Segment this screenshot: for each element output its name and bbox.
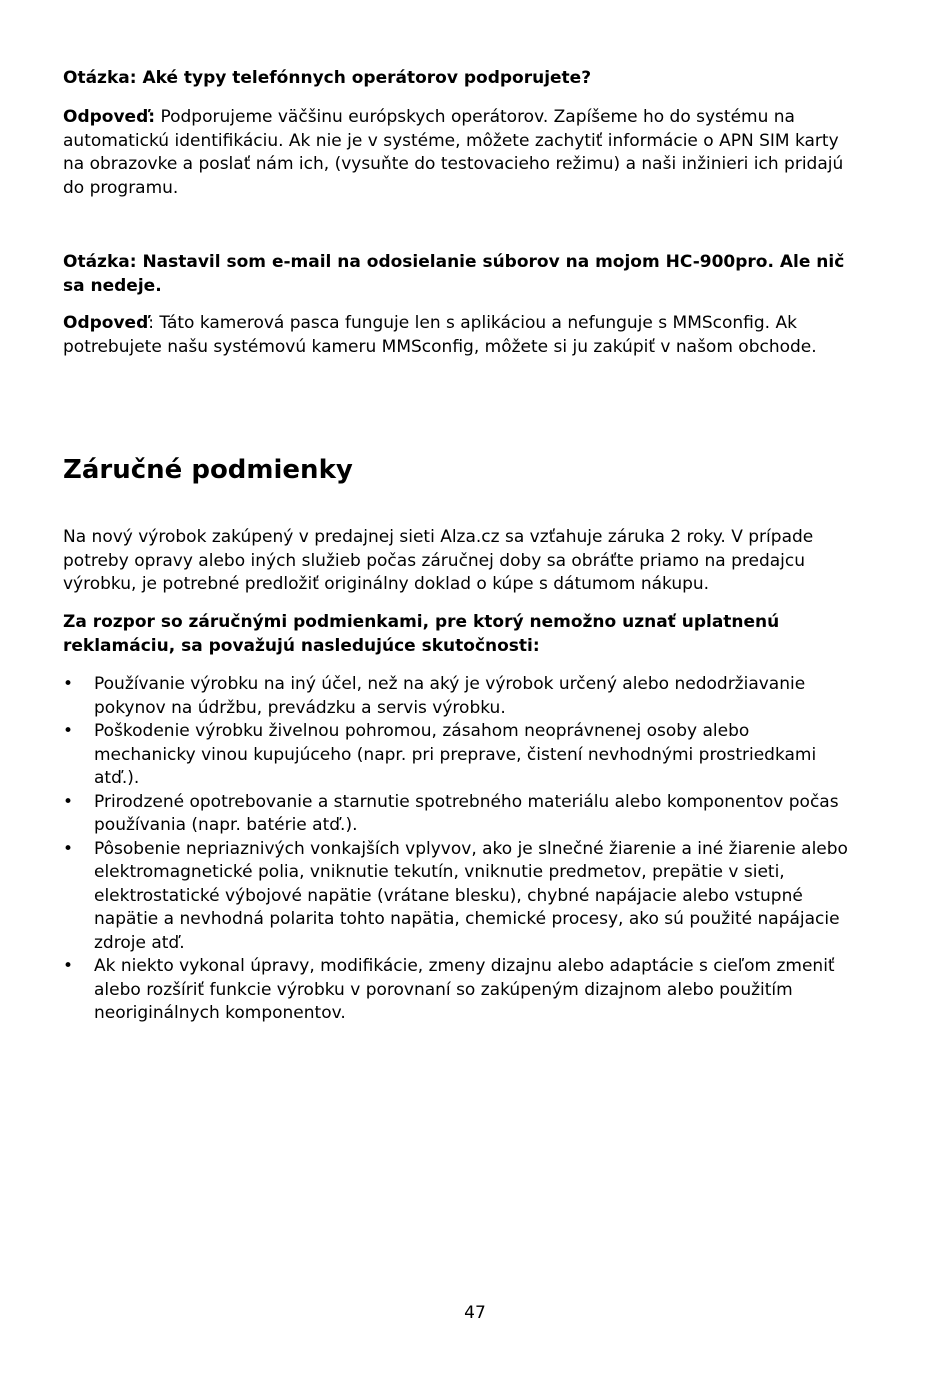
- conditions-list: [63, 673, 853, 1026]
- list-item: • Ak niekto vykonal úpravy, modifikácie, zmeny dizajnu alebo adaptácie s cieľom zmeniť alebo rozšíriť funkcie výrobku v porovnaní so zakúpeným dizajnom alebo použitím neoriginálnych komponentov.: [63, 956, 835, 1023]
- page-number: 47: [464, 1303, 486, 1323]
- answer-text: : Táto kamerová pasca funguje len s aplikáciou a nefunguje s MMSconfig. Ak potrebujete našu systémovú kameru MMSconfig, môžete si ju zakúpiť v našom obchode.: [63, 313, 817, 357]
- conditions-heading: Za rozpor so záručnými podmienkami, pre ktorý nemožno uznať uplatnenú reklamáciu, sa považujú nasledujúce skutočnosti:: [63, 612, 780, 656]
- list-item: • Používanie výrobku na iný účel, než na aký je výrobok určený alebo nedodržiavanie pokynov na údržbu, prevádzku a servis výrobku.: [63, 674, 806, 718]
- bullet-icon: •: [63, 956, 74, 976]
- bullet-icon: •: [63, 838, 74, 859]
- answer-label: Odpoveď: [63, 313, 149, 333]
- answer-label: Odpoveď:: [63, 107, 156, 127]
- faq-question-2: Otázka: Nastavil som e-mail na odosielanie súborov na mojom HC-900pro. Ale nič sa nedeje.: [63, 252, 845, 296]
- answer-text: Podporujeme väčšinu európskych operátorov. Zapíšeme ho do systému na automatickú identifikáciu. Ak nie je v systéme, môžete zachytiť informácie o APN SIM karty na obrazovke a poslať nám ich, (vysuňte do testovacieho režimu) a naši inžinieri ich pridajú do programu.: [63, 107, 844, 198]
- bullet-icon: •: [63, 721, 74, 741]
- bullet-icon: •: [63, 791, 74, 812]
- warranty-intro: Na nový výrobok zakúpený v predajnej sieti Alza.cz sa vzťahuje záruka 2 roky. V prípade potreby opravy alebo iných služieb počas záručnej doby sa obráťte priamo na predajcu výrobku, je potrebné predložiť originálny doklad o kúpe s dátumom nákupu.: [63, 527, 814, 594]
- faq-answer-2: [63, 312, 853, 359]
- bullet-icon: •: [63, 674, 74, 694]
- section-heading: Záručné podmienky: [63, 455, 353, 485]
- list-item: • Poškodenie výrobku živelnou pohromou, zásahom neoprávnenej osoby alebo mechanicky vinou kupujúceho (napr. pri preprave, čistení nevhodnými prostriedkami atď.).: [63, 721, 817, 788]
- faq-question-1: Otázka: Aké typy telefónnych operátorov podporujete?: [63, 68, 592, 88]
- list-item: • Pôsobenie nepriaznivých vonkajších vplyvov, ako je slnečné žiarenie a iné žiarenie alebo elektromagnetické polia, vniknutie tekutín, vniknutie predmetov, prepätie v sieti, elektrostatické výbojové napätie (vrátane blesku), chybné napájacie alebo vstupné napätie a nevhodná polarita tohto napätia, chemické procesy, ako sú použité napájacie zdroje atď.: [63, 838, 848, 953]
- faq-answer-1: [63, 106, 853, 200]
- list-item: • Prirodzené opotrebovanie a starnutie spotrebného materiálu alebo komponentov počas používania (napr. batérie atď.).: [63, 791, 839, 835]
